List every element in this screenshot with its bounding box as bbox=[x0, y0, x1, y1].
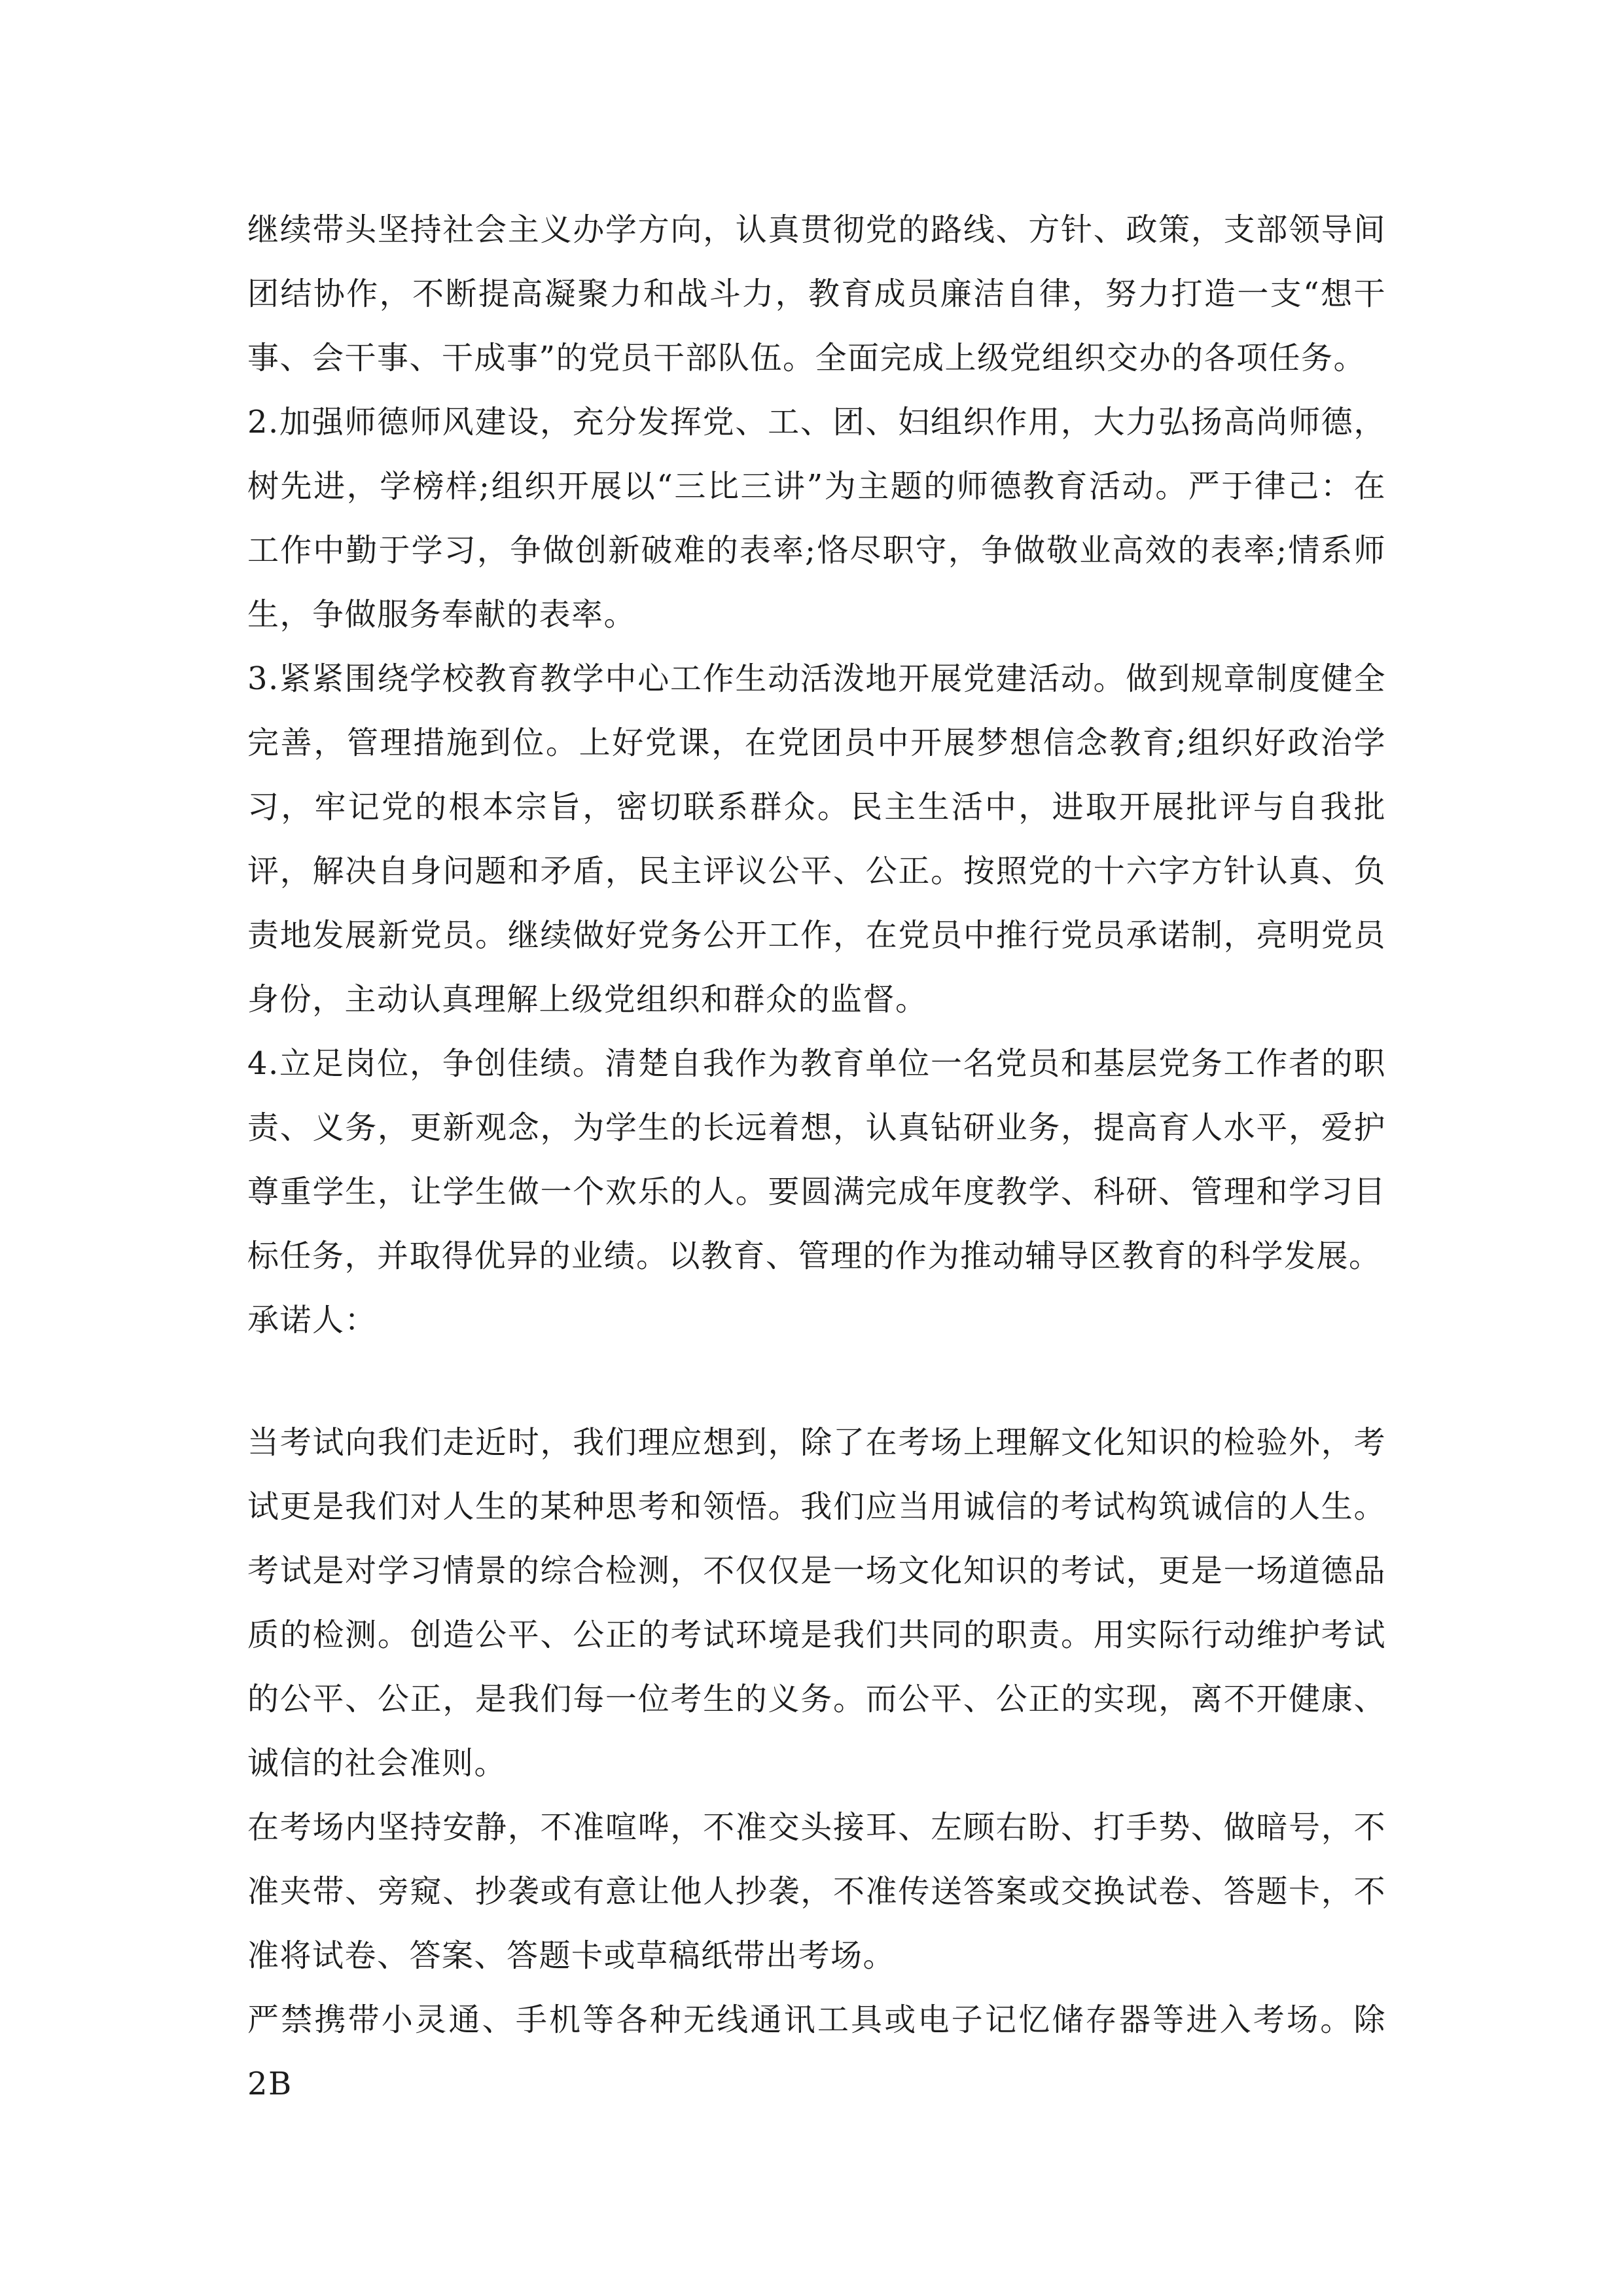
paragraph-exam-conduct: 在考场内坚持安静，不准喧哗，不准交头接耳、左顾右盼、打手势、做暗号，不准夹带、旁窥、抄袭或有意让他人抄袭，不准传送答案或交换试卷、答题卡，不准将试卷、答案、答题卡或草稿纸带出考场。 bbox=[247, 1809, 1386, 1974]
paragraph-teacher-ethics: 2.加强师德师风建设，充分发挥党、工、团、妇组织作用，大力弘扬高尚师德，树先进，学榜样;组织开展以“三比三讲”为主题的师德教育活动。严于律己：在工作中勤于学习，争做创新破难的表率;恪尽职守，争做敬业高效的表率;情系师生，争做服务奉献的表率。 bbox=[247, 404, 1386, 633]
pledge-section bbox=[247, 198, 1386, 1352]
paragraph-exam-honesty: 当考试向我们走近时，我们理应想到，除了在考场上理解文化知识的检验外，考试更是我们对人生的某种思考和领悟。我们应当用诚信的考试构筑诚信的人生。考试是对学习情景的综合检测，不仅仅是一场文化知识的考试，更是一场道德品质的检测。创造公平、公正的考试环境是我们共同的职责。用实际行动维护考试的公平、公正，是我们每一位考生的义务。而公平、公正的实现，离不开健康、诚信的社会准则。 bbox=[247, 1424, 1386, 1782]
paragraph-post-performance: 4.立足岗位，争创佳绩。清楚自我作为教育单位一名党员和基层党务工作者的职责、义务，更新观念，为学生的长远着想，认真钻研业务，提高育人水平，爱护尊重学生，让学生做一个欢乐的人。要圆满完成年度教学、科研、管理和学习目标任务，并取得优异的业绩。以教育、管理的作为推动辅导区教育的科学发展。 bbox=[247, 1045, 1386, 1274]
paragraph-party-building: 3.紧紧围绕学校教育教学中心工作生动活泼地开展党建活动。做到规章制度健全完善，管理措施到位。上好党课，在党团员中开展梦想信念教育;组织好政治学习，牢记党的根本宗旨，密切联系群众。民主生活中，进取开展批评与自我批评，解决自身问题和矛盾，民主评议公平、公正。按照党的十六字方针认真、负责地发展新党员。继续做好党务公开工作，在党员中推行党员承诺制，亮明党员身份，主动认真理解上级党组织和群众的监督。 bbox=[247, 660, 1386, 1018]
paragraph-leadership: 继续带头坚持社会主义办学方向，认真贯彻党的路线、方针、政策，支部领导间团结协作，不断提高凝聚力和战斗力，教育成员廉洁自律，努力打造一支“想干事、会干事、干成事”的党员干部队伍。全面完成上级党组织交办的各项任务。 bbox=[247, 211, 1386, 376]
exam-integrity-section bbox=[247, 1410, 1386, 2116]
paragraph-device-ban: 严禁携带小灵通、手机等各种无线通讯工具或电子记忆储存器等进入考场。除 2B bbox=[247, 2001, 1386, 2102]
pledger-signature-line: 承诺人： bbox=[247, 1302, 378, 1338]
